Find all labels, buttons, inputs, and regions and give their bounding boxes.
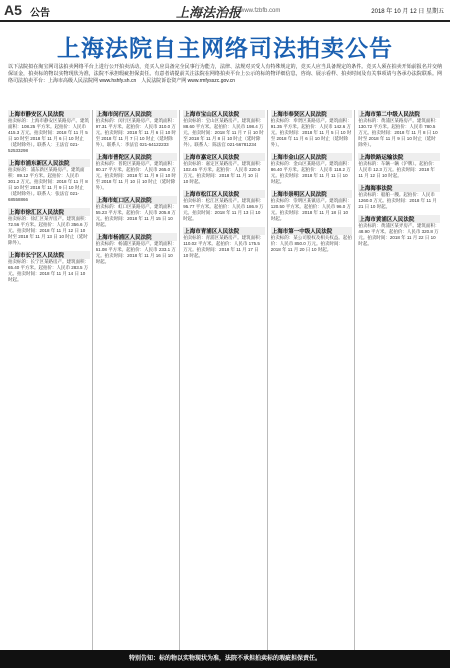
page-title: 上海法院自主网络司法拍卖公告 bbox=[57, 35, 393, 61]
notice-text: 拍卖标的：崇明区某镇房产。建筑面积：120.50 平方米。起拍价：人民币 96.0 万元。拍卖时间：2018 年 11 月 18 日 10 时起。 bbox=[270, 198, 352, 221]
court-name: 上海市奉贤区人民法院 bbox=[271, 110, 353, 118]
auction-notice bbox=[271, 190, 353, 222]
auction-notice bbox=[358, 215, 440, 247]
notice-text: 拍卖标的：青浦区某路房产。建筑面积：110.02 平方米。起拍价：人民币 175.5 万元。拍卖时间：2018 年 11 月 17 日 10 时起。 bbox=[183, 235, 265, 258]
auction-notice bbox=[183, 190, 265, 222]
court-name: 上海市第二中级人民法院 bbox=[358, 110, 440, 118]
notice-text: 拍卖标的：某公司股权及相关权益。起拍价：人民币 850.0 万元。拍卖时间：2018 年 11 月 20 日 10 时起。 bbox=[270, 235, 352, 252]
notice-text: 拍卖标的：嘉定区某路房产。建筑面积：102.45 平方米。起拍价：人民币 220.0 万元。拍卖时间：2018 年 11 月 10 日 10 时起。 bbox=[183, 161, 265, 184]
notice-text: 拍卖标的：闵行区某路房产。建筑面积：97.31 平方米。起拍价：人民币 310.0 万元。拍卖时间：2018 年 11 月 6 日 10 时至 2018 年 11 月 7 日 10 时止（延时除外）。联系人：李法官 021-64122233 bbox=[95, 118, 177, 147]
auction-notice bbox=[96, 153, 178, 191]
page-number: A5 bbox=[4, 2, 22, 18]
notice-column bbox=[358, 110, 442, 650]
notice-column bbox=[183, 110, 268, 650]
auction-notice bbox=[8, 208, 90, 246]
court-name: 上海市长宁区人民法院 bbox=[8, 251, 90, 259]
notice-column bbox=[96, 110, 181, 650]
issue-date: 2018 年 10 月 12 日 星期五 bbox=[371, 9, 444, 15]
notice-text: 拍卖标的：长宁区某路房产。建筑面积：65.40 平方米。起拍价：人民币 283.5 万元。拍卖时间：2018 年 11 月 14 日 10 时起。 bbox=[8, 259, 89, 282]
auction-notice bbox=[271, 110, 353, 148]
notice-text: 拍卖标的：船舶一艘。起拍价：人民币 1260.0 万元。拍卖时间：2018 年 11 月 21 日 10 时起。 bbox=[358, 192, 437, 209]
notice-column bbox=[271, 110, 356, 650]
section-label: 公告 bbox=[30, 8, 50, 19]
notice-column bbox=[8, 110, 93, 650]
court-name: 上海市普陀区人民法院 bbox=[96, 153, 178, 161]
court-name: 上海市杨浦区人民法院 bbox=[96, 233, 178, 241]
auction-notice bbox=[8, 110, 90, 154]
court-name: 上海市崇明区人民法院 bbox=[271, 190, 353, 198]
notice-text: 拍卖标的：车辆一辆（沪牌）。起拍价：人民币 12.3 万元。拍卖时间：2018 年 11 月 12 日 10 时起。 bbox=[358, 161, 438, 178]
notice-text: 拍卖标的：奉贤区某路房产。建筑面积：91.35 平方米。起拍价：人民币 142.6 万元。拍卖时间：2018 年 11 月 5 日 10 时至 2018 年 11 月 6 日 10 时止（延时除外）。 bbox=[270, 118, 352, 147]
court-name: 上海市闵行区人民法院 bbox=[96, 110, 178, 118]
auction-notice bbox=[183, 227, 265, 259]
notice-text: 拍卖标的：徐汇区某弄房产。建筑面积：72.56 平方米。起拍价：人民币 356.6 万元。拍卖时间：2018 年 11 月 12 日 10 时至 2018 年 11 月 13 日 10 时止（延时除外）。 bbox=[8, 216, 89, 245]
paper-url: www.fzbfb.com bbox=[240, 8, 281, 14]
footer-notice: 特别告知：标的物以实物现状为准，法院不承担拍卖标的瑕疵担保责任。 bbox=[0, 650, 450, 668]
auction-notice bbox=[96, 196, 178, 228]
notice-text: 拍卖标的：浦东新区某路房产。建筑面积：89.12 平方米。起拍价：人民币 301.2 万元。拍卖时间：2018 年 11 月 8 日 10 时至 2018 年 11 月 9 日 10 时止（延时除外）。联系人：张法官 021-68558866 bbox=[8, 167, 88, 202]
notice-text: 拍卖标的：虹口区某路房产。建筑面积：55.23 平方米。起拍价：人民币 205.8 万元。拍卖时间：2018 年 11 月 15 日 10 时起。 bbox=[95, 204, 177, 227]
auction-notice bbox=[358, 153, 440, 179]
court-name: 上海市宝山区人民法院 bbox=[183, 110, 265, 118]
auction-notice bbox=[271, 227, 353, 253]
court-name: 上海市静安区人民法院 bbox=[8, 110, 90, 118]
court-name: 上海海事法院 bbox=[358, 184, 440, 192]
auction-notice bbox=[358, 110, 440, 148]
court-name: 上海铁路运输法院 bbox=[358, 153, 440, 161]
court-name: 上海市青浦区人民法院 bbox=[183, 227, 265, 235]
auction-notice bbox=[183, 153, 265, 185]
court-name: 上海市黄浦区人民法院 bbox=[358, 215, 440, 223]
notice-text: 拍卖标的：宝山区某路房产。建筑面积：88.60 平方米。起拍价：人民币 198.4 万元。拍卖时间：2018 年 11 月 7 日 10 时至 2018 年 11 月 8 日 10 时止（延时除外）。联系人：陈法官 021-56781234 bbox=[183, 118, 265, 147]
notice-text: 拍卖标的：普陀区某路房产。建筑面积：80.17 平方米。起拍价：人民币 265.0 万元。拍卖时间：2018 年 11 月 9 日 10 时至 2018 年 11 月 10 日 10 时止（延时除外）。 bbox=[95, 161, 177, 190]
notice-text: 拍卖标的：金山区某路房产。建筑面积：86.40 平方米。起拍价：人民币 118.2 万元。拍卖时间：2018 年 11 月 11 日 10 时起。 bbox=[270, 161, 352, 184]
auction-notice bbox=[271, 153, 353, 185]
notice-text: 拍卖标的：松江区某路房产。建筑面积：95.77 平方米。起拍价：人民币 186.9 万元。拍卖时间：2018 年 11 月 13 日 10 时起。 bbox=[183, 198, 265, 221]
notice-columns bbox=[8, 110, 442, 650]
auction-notice bbox=[96, 110, 178, 148]
court-name: 上海市浦东新区人民法院 bbox=[8, 159, 90, 167]
court-name: 上海市金山区人民法院 bbox=[271, 153, 353, 161]
paper-name: 上海法治报 bbox=[176, 5, 242, 20]
court-name: 上海市徐汇区人民法院 bbox=[8, 208, 90, 216]
auction-notice bbox=[183, 110, 265, 148]
page-header bbox=[0, 0, 450, 22]
notice-text: 拍卖标的：黄浦区某弄房产。建筑面积：48.90 平方米。起拍价：人民币 320.8 万元。拍卖时间：2018 年 11 月 22 日 10 时起。 bbox=[358, 223, 440, 246]
court-name: 上海市嘉定区人民法院 bbox=[183, 153, 265, 161]
auction-notice bbox=[8, 159, 90, 203]
notice-text: 拍卖标的：杨浦区某路房产。建筑面积：61.08 平方米。起拍价：人民币 233.1 万元。拍卖时间：2018 年 11 月 16 日 10 时起。 bbox=[95, 241, 177, 264]
court-name: 上海市松江区人民法院 bbox=[183, 190, 265, 198]
notice-text: 拍卖标的：黄浦区某路房产。建筑面积：130.72 平方米。起拍价：人民币 780.5 万元。拍卖时间：2018 年 11 月 8 日 10 时至 2018 年 11 月 9 日 10 时止（延时除外）。 bbox=[358, 118, 440, 147]
court-name: 上海市第一中级人民法院 bbox=[271, 227, 353, 235]
auction-notice bbox=[358, 184, 440, 210]
auction-notice bbox=[96, 233, 178, 265]
notice-text: 拍卖标的：上海市静安区某路房产。建筑面积：108.25 平方米。起拍价：人民币 415.3 万元。拍卖时间：2018 年 11 月 5 日 10 时至 2018 年 11 月 6 日 10 时止（延时除外）。联系人：王法官 021-52533298 bbox=[8, 118, 89, 153]
auction-notice bbox=[8, 251, 90, 283]
intro-paragraph: 以下法院拟在淘宝网司法拍卖网络平台上进行公开拍卖活动，竞买人应具备完全民事行为能力，法律、法规对买受人有特殊规定的，竞买人应当具备规定的条件。竞买人须在拍卖开始前报名并交纳保证金，拍卖标的物以实物现状为准，法院不承担瑕疵担保责任。有意者请提前关注法院在网络拍卖平台上公示的标的物详细信息，咨询、展示看样、拍卖时间及有关事项请与各承办法院联系。网络司法拍卖平台：上海市高级人民法院网 www.hshfy.sh.cn 人民法院诉讼资产网 www.rmfysszc.gov.cn bbox=[8, 64, 442, 84]
court-name: 上海市虹口区人民法院 bbox=[96, 196, 178, 204]
